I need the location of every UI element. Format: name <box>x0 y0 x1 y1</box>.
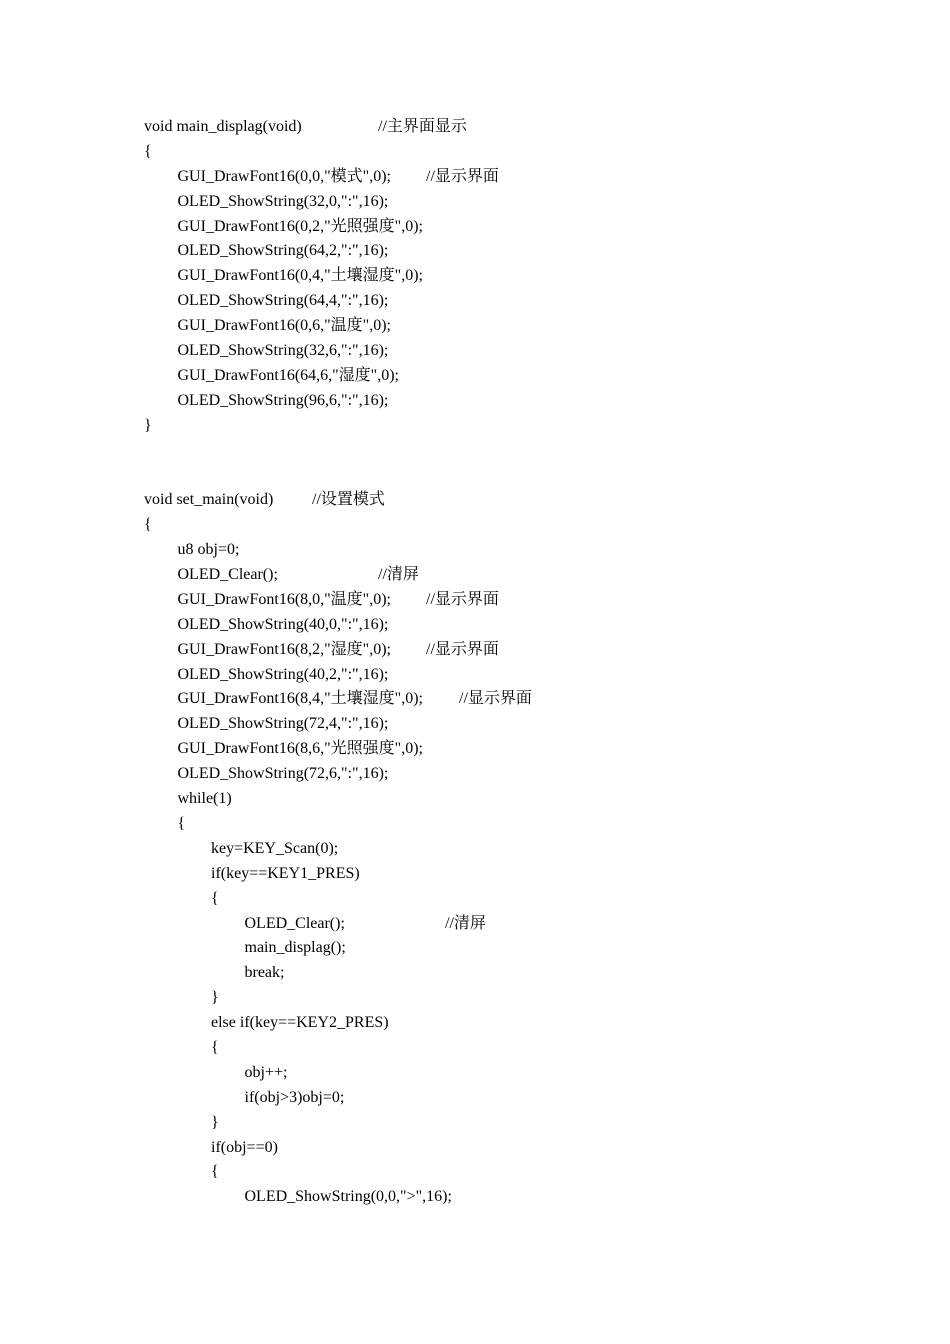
code-line <box>144 613 904 638</box>
code-line <box>144 115 904 140</box>
code-text: GUI_DrawFont16(0,4,"土壤湿度",0); <box>177 267 423 285</box>
code-line <box>144 165 904 190</box>
code-text: { <box>211 1163 219 1181</box>
code-comment: //显示界面 <box>426 640 499 658</box>
code-text: GUI_DrawFont16(8,0,"温度",0); <box>177 590 391 608</box>
code-line <box>144 1011 904 1036</box>
code-text: { <box>177 814 186 832</box>
code-line <box>144 1136 904 1161</box>
code-text: GUI_DrawFont16(0,0,"模式",0); <box>177 167 391 185</box>
code-line <box>144 1061 904 1086</box>
code-line <box>144 936 904 961</box>
code-text: { <box>144 142 152 160</box>
code-line <box>144 737 904 762</box>
code-text: { <box>211 889 219 907</box>
code-text: OLED_ShowString(0,0,">",16); <box>244 1188 452 1206</box>
blank-line <box>144 463 904 488</box>
code-line <box>144 986 904 1011</box>
code-text: OLED_Clear(); <box>244 914 345 932</box>
code-text: OLED_ShowString(32,6,":",16); <box>177 342 389 360</box>
code-text: void main_displag(void) <box>144 118 302 135</box>
code-line <box>144 264 904 289</box>
code-line <box>144 190 904 215</box>
blank-line <box>144 439 904 464</box>
code-line <box>144 862 904 887</box>
code-line <box>144 488 904 513</box>
code-line <box>144 837 904 862</box>
code-line <box>144 961 904 986</box>
code-line <box>144 563 904 588</box>
code-text: void set_main(void) <box>144 491 274 509</box>
code-text: if(obj==0) <box>211 1138 278 1156</box>
code-text: main_displag(); <box>244 939 346 957</box>
code-line <box>144 588 904 613</box>
code-text: GUI_DrawFont16(8,6,"光照强度",0); <box>177 740 423 758</box>
code-line <box>144 289 904 314</box>
code-text: else if(key==KEY2_PRES) <box>211 1014 389 1032</box>
code-text: { <box>144 516 152 534</box>
code-text: while(1) <box>177 790 232 808</box>
code-line <box>144 140 904 165</box>
code-listing <box>144 115 904 1210</box>
code-line <box>144 712 904 737</box>
code-line <box>144 1185 904 1210</box>
code-line <box>144 762 904 787</box>
code-comment: //显示界面 <box>426 590 499 608</box>
code-line <box>144 663 904 688</box>
code-text: GUI_DrawFont16(8,2,"湿度",0); <box>177 640 391 658</box>
code-text: if(obj>3)obj=0; <box>244 1088 345 1106</box>
code-line <box>144 787 904 812</box>
code-comment: //显示界面 <box>426 167 499 185</box>
code-line <box>144 364 904 389</box>
code-line <box>144 1111 904 1136</box>
code-text: OLED_ShowString(64,2,":",16); <box>177 242 389 260</box>
code-line <box>144 314 904 339</box>
code-text: OLED_ShowString(64,4,":",16); <box>177 292 389 310</box>
code-line <box>144 812 904 837</box>
code-comment: //主界面显示 <box>378 118 467 135</box>
code-line <box>144 215 904 240</box>
code-line <box>144 687 904 712</box>
code-text: u8 obj=0; <box>177 541 240 559</box>
code-text: OLED_ShowString(96,6,":",16); <box>177 391 389 409</box>
code-comment: //清屏 <box>445 914 486 932</box>
code-comment: //显示界面 <box>459 690 532 708</box>
code-text: } <box>211 1113 219 1131</box>
code-comment: //清屏 <box>378 566 419 584</box>
code-line <box>144 414 904 439</box>
code-text: OLED_ShowString(72,6,":",16); <box>177 765 389 783</box>
code-line <box>144 1086 904 1111</box>
code-text: OLED_ShowString(72,4,":",16); <box>177 715 389 733</box>
code-text: OLED_Clear(); <box>177 566 278 584</box>
code-line <box>144 513 904 538</box>
code-comment: //设置模式 <box>312 491 385 509</box>
code-text: GUI_DrawFont16(0,6,"温度",0); <box>177 317 391 335</box>
code-text: GUI_DrawFont16(8,4,"土壤湿度",0); <box>177 690 423 708</box>
code-line <box>144 638 904 663</box>
code-line <box>144 1036 904 1061</box>
code-text: key=KEY_Scan(0); <box>211 839 339 857</box>
code-text: GUI_DrawFont16(0,2,"光照强度",0); <box>177 217 423 235</box>
code-text: if(key==KEY1_PRES) <box>211 864 360 882</box>
code-text: GUI_DrawFont16(64,6,"湿度",0); <box>177 366 399 384</box>
code-text: break; <box>244 964 285 982</box>
code-line <box>144 887 904 912</box>
code-text: { <box>211 1038 219 1056</box>
code-line <box>144 339 904 364</box>
code-line <box>144 239 904 264</box>
code-line <box>144 1160 904 1185</box>
code-text: OLED_ShowString(32,0,":",16); <box>177 192 389 210</box>
code-line <box>144 538 904 563</box>
code-line <box>144 912 904 937</box>
code-text: OLED_ShowString(40,2,":",16); <box>177 665 389 683</box>
code-text: } <box>211 989 219 1007</box>
code-text: } <box>144 416 152 434</box>
code-line <box>144 389 904 414</box>
code-text: OLED_ShowString(40,0,":",16); <box>177 615 389 633</box>
code-text: obj++; <box>244 1063 288 1081</box>
